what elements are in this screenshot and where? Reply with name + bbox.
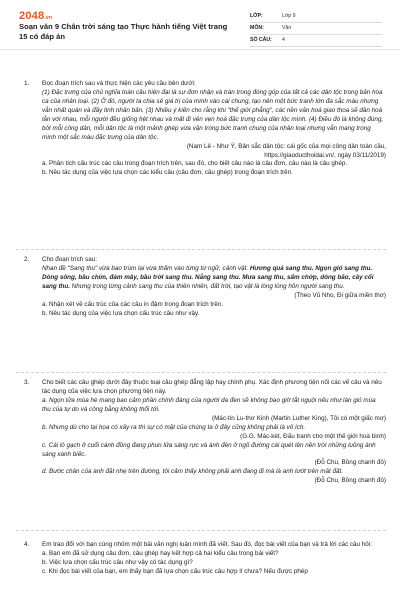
question-1 xyxy=(24,80,386,178)
question-prompt: Đọc đoạn trích sau và thực hiện các yêu cầu bên dưới: xyxy=(42,80,196,87)
sub-question-a: a. Phân tích cấu trúc các câu trong đoạn trích trên, sau đó, cho biết câu nào là câu đơn, câu nào là câu ghép. xyxy=(42,160,348,168)
sub-question-a: a. Ngọn lửa mùa hè mang bao cảm phần chính đáng của người da đen sẽ không bao giờ tắt ngụội nếu như làn gió mùa thu của tự do và công bằng không thổi tới. xyxy=(42,396,376,413)
document-meta xyxy=(250,11,382,47)
sub-question-a: a. Bạn em đã sử dụng câu đơn, câu ghép hay kết hợp cả hai kiểu câu trong bài viết? xyxy=(42,549,279,557)
passage-source: (Theo Vũ Nho, Đi giữa miền thơ) xyxy=(294,291,386,299)
question-number: 4. xyxy=(24,541,30,548)
meta-row-count: SỐ CÂU: 4 xyxy=(250,35,382,47)
meta-row-subject: MÔN: Văn xyxy=(250,23,382,35)
document-title: Soạn văn 9 Chân trời sáng tạo Thực hành tiếng Việt trang 15 có đáp án xyxy=(19,22,228,41)
sub-question-b: b. Nêu tác dụng của việc lựa chọn các kiểu câu (câu đơn, câu ghép) trong đoạn trích trên. xyxy=(42,169,293,177)
document-body xyxy=(0,50,400,600)
site-logo[interactable]: 2048.vn xyxy=(19,10,53,22)
question-number: 2. xyxy=(24,256,30,263)
passage-source: (Nam Lê - Như Ý, Bản sắc dân tộc: cái gốc của mọi công dân toàn cầu, xyxy=(186,142,386,150)
passage-source-link: https://giaoducthoidai.vn/, ngày 03/11/2019) xyxy=(264,151,386,159)
meta-row-grade: LỚP: Lớp 9 xyxy=(250,11,382,23)
divider xyxy=(16,530,386,531)
question-number: 3. xyxy=(24,379,30,386)
sub-question-d: d. Bước chân của anh đặt nhẹ trên đường, tôi cảm thấy không phải anh đang đi mà là anh lướt trên mặt đất. xyxy=(42,468,343,476)
sub-question-c: c. Cái lò gạch ở cuối cánh đồng đang phun lửa sáng rực và ánh đèn ở ngõ đường cái quét lên nền trời những luồng ánh sáng xanh biếc. xyxy=(42,441,376,458)
question-4 xyxy=(24,541,386,577)
sub-question-c: c. Khi đọc bài viết của bạn, em thấy bạn đã lựa chọn cấu trúc câu hợp lí chưa? Nếu được phép xyxy=(42,567,308,575)
passage: Nhan đề "Sang thu" vừa bao trùm lại vừa thấm vào từng từ ngữ, cảnh vật. Hương quả sang thu. Ngọn gió sang thu. Dòng sông, bầu chim, đám mây, bầu trời sang thu. Nắng sang thu. Mưa sang thu, sấm chớp, dông bão, cây cối sang thu. Nhưng trong từng cảnh sang thu của thiên nhiên, đất trời, tạo vật là lòng lòng hồn người sang thu. xyxy=(42,264,374,290)
sub-question-a: a. Nhận xét về cấu trúc của các câu in đậm trong đoạn trích trên. xyxy=(42,300,223,308)
sub-question-b: b. Việc lựa chọn cấu trúc câu như vậy có tác dụng gì? xyxy=(42,558,193,566)
sub-question-b-source: (G.G. Mác-két, Đấu tranh cho một thế giới hoà bình) xyxy=(240,432,386,440)
question-prompt: Cho đoạn trích sau: xyxy=(42,256,97,263)
question-prompt: Em trao đổi với bạn cùng nhóm một bài văn nghị luận mình đã viết. Sau đó, đọc bài viết của bạn và trả lời các câu hỏi: xyxy=(42,541,372,548)
question-2 xyxy=(24,256,386,319)
sub-question-d-source: (Đỗ Chu, Bồng chanh đỏ) xyxy=(314,477,386,485)
divider xyxy=(16,372,386,373)
question-3 xyxy=(24,379,386,486)
question-prompt: Cho biết các câu ghép dưới đây thuộc loại câu ghép đẳng lập hay chính phụ. Xác định phương tiện nối các vế câu và nêu tác dụng của việc lựa chọn phương tiện này. xyxy=(42,379,382,395)
sub-question-b: b. Nêu tác dụng của việc lựa chọn cấu trúc câu như vậy. xyxy=(42,309,200,317)
sub-question-b: b. Nhưng dù cho tại họa có xảy ra thì sự có mặt của chúng ta ở đây cũng không phải là vô ích. xyxy=(42,423,306,431)
passage: (1) Đặc trưng của chủ nghĩa toàn cầu hiện đại là sự đơn nhận và tràn trong đóng góp của tất cả các dân tộc trong bản hòa ca của nhân loại. (2) Ở đó, người ta chia sẻ giá trị của mình vào cái chung, tạo nên một bức tranh lớn đa sắc màu nhưng vẫn nhất quán và đầy tinh nhân bản. (3) Nhiều ý kiến cho rằng khi "thế giới phẳng", các nền văn hoá giao thoa sẽ dần hoà lẫn với nhau, mỗi người đều giống hệt nhau và mất đi vẻn vẹn hoá đặc trưng của dân tộc mình. (4) Điều đó là không đúng, bởi mỗi công dân, mỗi dân tộc là một mảnh ghép vừa vặn trong bức tranh chung của nhân loại nhưng vẫn mang trong mình một sắc màu đặc trưng của dân tộc. xyxy=(42,88,384,141)
sub-question-c-source: (Đỗ Chu, Bồng chanh đỏ) xyxy=(314,459,386,467)
page-header xyxy=(0,0,400,50)
divider xyxy=(16,249,386,250)
question-number: 1. xyxy=(24,80,30,87)
sub-question-a-source: (Mác-tin Lu-thơ Kinh (Martin Luther King), Tôi có một giấc mơ) xyxy=(211,414,386,422)
